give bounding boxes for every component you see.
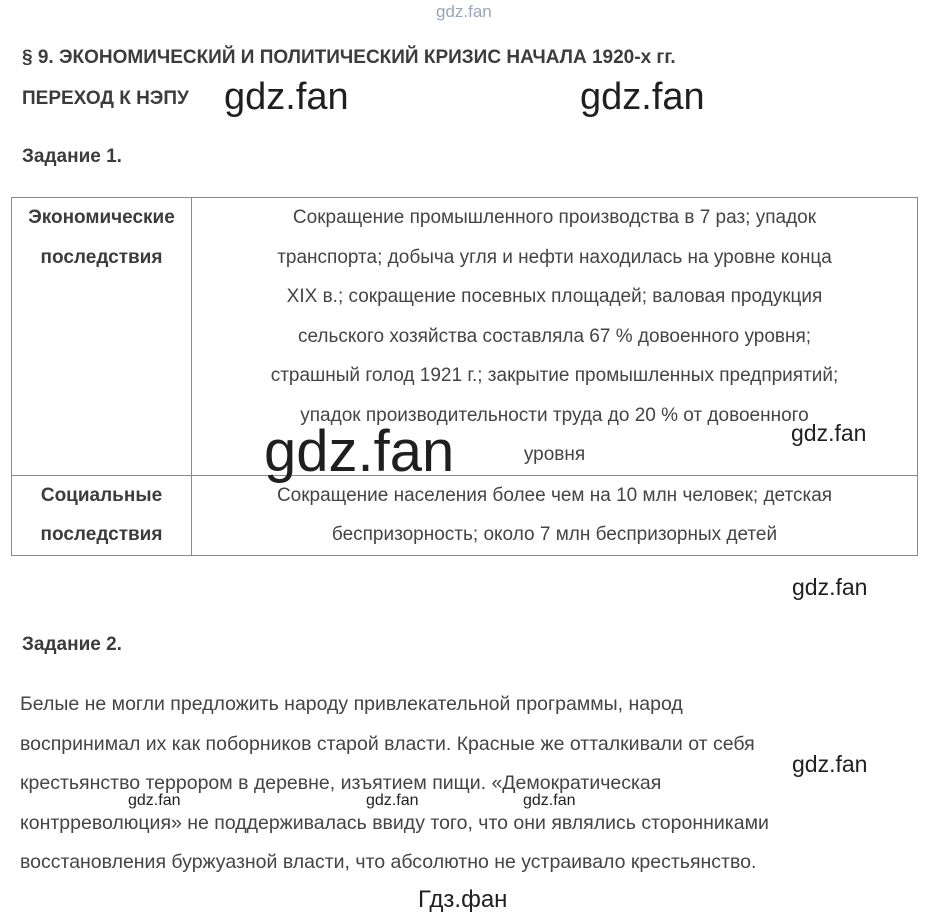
watermark: gdz.fan [580, 76, 705, 118]
description-line: беспризорность; около 7 млн беспризорных детей [331, 524, 778, 545]
watermark: gdz.fan [792, 574, 868, 600]
section-title-line-1: § 9. ЭКОНОМИЧЕСКИЙ И ПОЛИТИЧЕСКИЙ КРИЗИС НАЧАЛА 1920-х гг. [22, 47, 676, 68]
row-label-line: Экономические [28, 207, 175, 228]
description-line: сельского хозяйства составляла 67 % довоенного уровня; [297, 325, 812, 347]
watermark: gdz.fan [128, 792, 181, 809]
answer-line: крестьянство террором в деревне, изъятием пищи. «Демократическая [20, 772, 662, 794]
watermark: gdz.fan [792, 751, 868, 777]
description-line: уровня [523, 444, 586, 465]
section-title-line-2: ПЕРЕХОД К НЭПУ [22, 88, 189, 109]
task-1-title: Задание 1. [22, 146, 122, 167]
description-line: Сокращение населения более чем на 10 млн человек; детская [276, 484, 833, 506]
answer-line: воспринимал их как поборников старой власти. Красные же отталкивали от себя [20, 732, 755, 755]
row-label-line: Социальные [40, 484, 163, 506]
watermark: gdz.fan [523, 792, 576, 809]
description-line: Сокращение промышленного производства в 7 раз; упадок [292, 207, 817, 228]
description-line: страшный голод 1921 г.; закрытие промышленных предприятий; [270, 365, 839, 386]
consequences-table [11, 197, 918, 556]
description-line: транспорта; добыча угля и нефти находилась на уровне конца [277, 246, 832, 268]
answer-line: Белые не могли предложить народу привлекательной программы, народ [20, 693, 683, 715]
description-line: упадок производительности труда до 20 % от довоенного [300, 404, 809, 426]
task-2-title: Задание 2. [22, 634, 122, 655]
watermark: gdz.fan [791, 420, 867, 446]
watermark: gdz.fan [366, 792, 419, 809]
watermark: gdz.fan [224, 76, 349, 118]
description-line: XIX в.; сокращение посевных площадей; валовая продукция [286, 286, 823, 307]
watermark: gdz.fan [436, 2, 492, 21]
task-2-answer [20, 685, 920, 883]
answer-line: контрреволюция» не поддерживалась ввиду того, что они являлись сторонниками [20, 811, 769, 834]
row-label-line: последствия [40, 524, 163, 545]
table-row [12, 475, 918, 555]
row-label-line: последствия [40, 246, 163, 268]
watermark: Гдз.фан [418, 886, 508, 913]
watermark: gdz.fan [264, 419, 455, 484]
row-label [12, 198, 192, 476]
table-row [12, 198, 918, 476]
row-label [12, 475, 192, 555]
row-description [192, 475, 918, 555]
answer-line: восстановления буржуазной власти, что абсолютно не устраивало крестьянство. [20, 851, 757, 873]
